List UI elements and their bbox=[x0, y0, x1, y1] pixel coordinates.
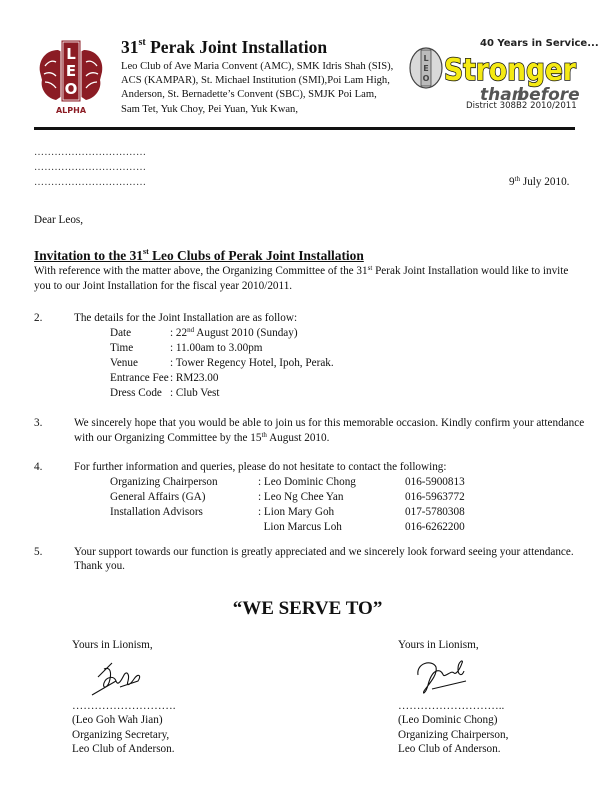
signatory-title: Organizing Chairperson, bbox=[398, 728, 509, 741]
section-text-part: August 2010. bbox=[266, 432, 330, 444]
member-clubs-list bbox=[121, 60, 393, 117]
header-divider bbox=[34, 127, 575, 130]
clubs-line: Sam Tet, Yuk Choy, Pei Yuan, Yuk Kwan, bbox=[121, 103, 298, 115]
intro-line bbox=[34, 264, 568, 279]
signature-area bbox=[398, 653, 508, 699]
subject-ordinal: st bbox=[143, 247, 149, 256]
detail-ordinal: nd bbox=[187, 326, 195, 334]
intro-line: you to our Joint Installation for the fiscal year 2010/2011. bbox=[34, 280, 293, 292]
title-ordinal: st bbox=[138, 37, 146, 48]
title-number: 31 bbox=[121, 37, 139, 57]
svg-text:E: E bbox=[423, 64, 429, 73]
signatory-club: Leo Club of Anderson. bbox=[72, 743, 175, 755]
subject-post: Leo Clubs of Perak Joint Installation bbox=[148, 248, 364, 263]
svg-text:O: O bbox=[422, 74, 430, 83]
signature-block-secretary bbox=[72, 638, 175, 757]
salutation: Dear Leos, bbox=[34, 214, 84, 226]
page-title bbox=[121, 36, 327, 58]
signature-icon bbox=[412, 655, 472, 697]
intro-text: Perak Joint Installation would like to invite bbox=[372, 265, 569, 277]
signature-block-chairperson bbox=[398, 638, 508, 757]
section-text bbox=[74, 431, 329, 446]
logo-tagline: 40 Years in Service... bbox=[480, 38, 599, 49]
section-number: 5. bbox=[34, 546, 43, 558]
letter-date bbox=[509, 175, 569, 190]
detail-label: Time bbox=[110, 342, 134, 354]
contact-role: General Affairs (GA) bbox=[110, 491, 206, 503]
contact-role: Organizing Chairperson bbox=[110, 476, 218, 488]
subject-heading bbox=[34, 247, 364, 264]
address-line: …………………………… bbox=[34, 147, 147, 158]
contact-name: : Leo Ng Chee Yan bbox=[258, 491, 344, 503]
detail-label: Date bbox=[110, 327, 132, 339]
lion-heads-icon bbox=[36, 36, 106, 116]
section-text: The details for the Joint Installation are as follow: bbox=[74, 312, 298, 324]
closing: Yours in Lionism, bbox=[72, 639, 153, 651]
date-ordinal: th bbox=[514, 175, 521, 183]
signature-area bbox=[72, 653, 175, 699]
subject-pre: Invitation to the 31 bbox=[34, 248, 143, 263]
detail-value: : Tower Regency Hotel, Ipoh, Perak. bbox=[170, 357, 334, 369]
contact-name: : Lion Mary Goh bbox=[258, 506, 335, 518]
section-text: Thank you. bbox=[74, 560, 125, 572]
section-number: 4. bbox=[34, 461, 43, 473]
leo-badge-icon bbox=[410, 48, 442, 88]
signature-line: ……………………….. bbox=[398, 699, 505, 712]
intro-paragraph bbox=[34, 264, 568, 294]
signatory-name: (Leo Goh Wah Jian) bbox=[72, 714, 163, 726]
svg-text:L: L bbox=[423, 54, 429, 63]
contact-phone: 016-6262200 bbox=[405, 521, 465, 533]
address-line: …………………………… bbox=[34, 177, 147, 188]
detail-value bbox=[170, 326, 298, 341]
signatory-name: (Leo Dominic Chong) bbox=[398, 714, 498, 726]
logo-caption: ALPHA bbox=[55, 106, 87, 115]
contact-phone: 016-5900813 bbox=[405, 476, 465, 488]
title-text: Perak Joint Installation bbox=[145, 37, 328, 57]
signature-line: ………………………. bbox=[72, 699, 176, 712]
contact-phone: 016-5963772 bbox=[405, 491, 465, 503]
detail-text: August 2010 (Sunday) bbox=[194, 327, 298, 339]
clubs-line: Leo Club of Ave Maria Convent (AMC), SMK Idris Shah (SIS), bbox=[121, 61, 394, 72]
stronger-word: Stronger bbox=[444, 53, 577, 88]
before-word: before bbox=[517, 85, 580, 105]
detail-label: Venue bbox=[110, 357, 138, 369]
signatory-title: Organizing Secretary, bbox=[72, 728, 170, 741]
detail-label: Dress Code bbox=[110, 387, 162, 399]
section-number: 3. bbox=[34, 417, 43, 429]
detail-value: : 11.00am to 3.00pm bbox=[170, 342, 263, 354]
intro-ordinal: st bbox=[367, 264, 373, 272]
section-text: We sincerely hope that you would be able to join us for this memorable occasion. Kindly confirm your attendance bbox=[74, 417, 585, 429]
contact-name: : Leo Dominic Chong bbox=[258, 476, 356, 488]
clubs-line: ACS (KAMPAR), St. Michael Institution (SMI),Poi Lam High, bbox=[121, 75, 390, 87]
detail-label: Entrance Fee bbox=[110, 372, 169, 384]
closing: Yours in Lionism, bbox=[398, 639, 479, 651]
clubs-line: Anderson, St. Bernadette’s Convent (SBC), SMJK Poi Lam, bbox=[121, 89, 377, 101]
contact-name: Lion Marcus Loh bbox=[258, 521, 342, 533]
section-text: For further information and queries, please do not hesitate to contact the following: bbox=[74, 461, 447, 473]
contact-role: Installation Advisors bbox=[110, 506, 203, 518]
signature-icon bbox=[90, 659, 146, 697]
motto: “WE SERVE TO” bbox=[232, 598, 383, 619]
address-line: …………………………… bbox=[34, 162, 147, 173]
detail-value: : RM23.00 bbox=[170, 372, 219, 384]
section-text-part: with our Organizing Committee by the 15 bbox=[74, 432, 262, 444]
signatory-club: Leo Club of Anderson. bbox=[398, 743, 501, 755]
district-label: District 308B2 2010/2011 bbox=[466, 101, 577, 111]
contact-phone: 017-5780308 bbox=[405, 506, 465, 518]
section-number: 2. bbox=[34, 312, 43, 324]
logo-letter-o: O bbox=[64, 80, 78, 98]
date-rest: July 2010. bbox=[520, 176, 570, 188]
detail-text: : 22 bbox=[170, 327, 188, 339]
leo-alpha-logo bbox=[36, 36, 106, 116]
date-day: 9 bbox=[509, 176, 515, 188]
detail-value: : Club Vest bbox=[170, 387, 220, 399]
logo-letter-e: E bbox=[65, 62, 77, 80]
section-ordinal: th bbox=[261, 431, 267, 439]
logo-letter-l: L bbox=[66, 45, 76, 63]
than-word: than bbox=[480, 85, 524, 105]
intro-text: With reference with the matter above, the Organizing Committee of the 31 bbox=[34, 265, 368, 277]
section-text: Your support towards our function is greatly appreciated and we sincerely look forward seeing your attendance. bbox=[74, 546, 574, 558]
